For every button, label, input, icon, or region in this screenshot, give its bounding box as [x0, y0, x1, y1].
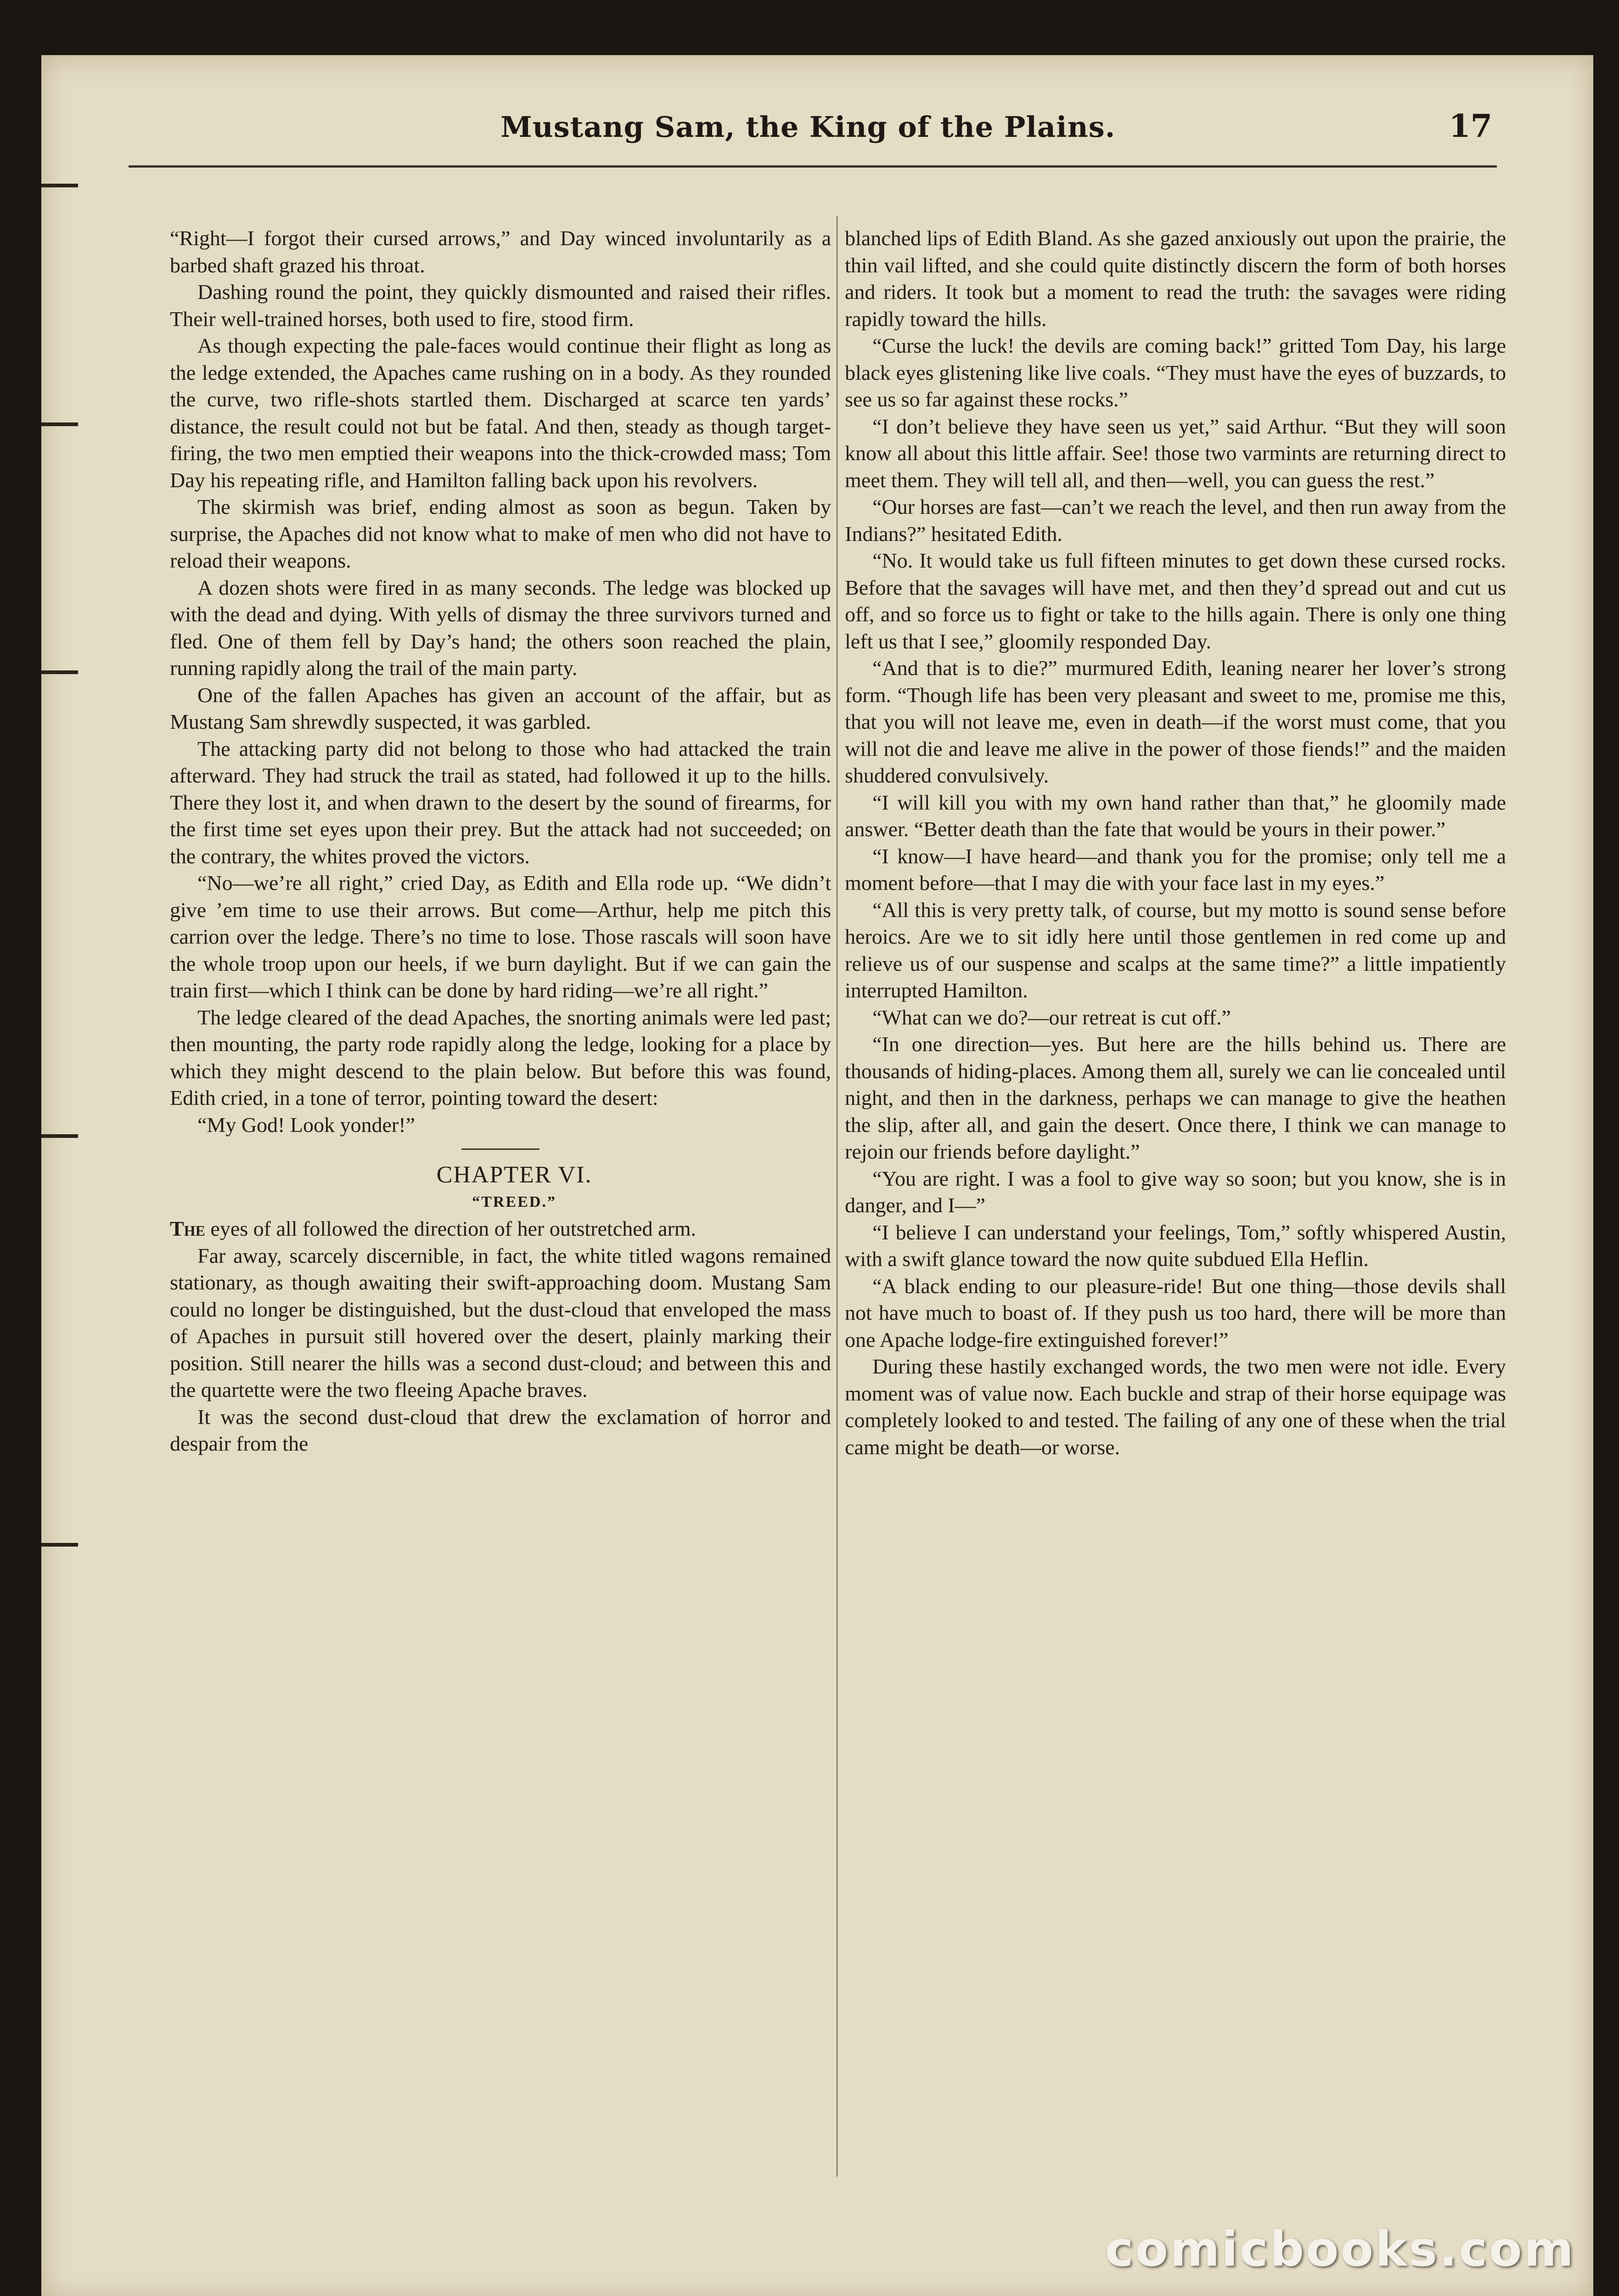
page-number: 17: [1449, 108, 1492, 145]
paragraph: “You are right. I was a fool to give way so soon; but you know, she is in danger, and I—”: [845, 1166, 1506, 1217]
paragraph: “I will kill you with my own hand rather than that,” he gloomily made answer. “Better death than the fate that would be yours in their power.”: [845, 790, 1506, 841]
paragraph: “What can we do?—our retreat is cut off.”: [872, 1005, 1231, 1029]
paragraph: Dashing round the point, they quickly dismounted and raised their rifles. Their well-trained horses, both used to fire, stood firm.: [170, 280, 831, 331]
running-header: [129, 96, 1497, 168]
paragraph: “I know—I have heard—and thank you for the promise; only tell me a moment before—that I may die with your face last in my eyes.”: [845, 844, 1506, 895]
column-divider: [837, 216, 838, 2177]
paragraph: “No—we’re all right,” cried Day, as Edith and Ella rode up. “We didn’t give ’em time to use their arrows. But come—Arthur, help me pitch this carrion over the ledge. There’s no time to lose. Those rascals will soon have the whole troop upon our heels, if we burn daylight. But if we can gain the train first—which I think can be done by hard riding—we’re all right.”: [170, 871, 831, 1002]
binding-mark: [41, 1134, 78, 1138]
paragraph: The skirmish was brief, ending almost as soon as begun. Taken by surprise, the Apaches did not know what to make of men who did not have to reload their weapons.: [170, 495, 831, 572]
binding-mark: [41, 1543, 78, 1547]
binding-mark: [41, 670, 78, 674]
chapter-subtitle: “TREED.”: [472, 1193, 557, 1210]
paragraph: It was the second dust-cloud that drew the exclamation of horror and despair from the: [170, 1405, 831, 1455]
binding-mark: [41, 184, 78, 187]
paragraph-continuation: blanched lips of Edith Bland. As she gazed anxiously out upon the prairie, the thin vail lifted, and she could quite distinctly discern the form of both horses and riders. It took but a moment to read the truth: the savages were riding rapidly toward the hills.: [845, 226, 1506, 331]
paragraph: “And that is to die?” murmured Edith, leaning nearer her lover’s strong form. “Though life has been very pleasant and sweet to me, promise me this, that you will not leave me, even in death—if the worst must come, that you will not die and leave me alive in the power of those fiends!” and the maiden shuddered convulsively.: [845, 656, 1506, 787]
left-column: [170, 225, 831, 1458]
paragraph: During these hastily exchanged words, the two men were not idle. Every moment was of value now. Each buckle and strap of their horse equipage was completely looked to and tested. The failing of any one of these when the trial came might be death—or worse.: [845, 1355, 1506, 1459]
paragraph: “No. It would take us full fifteen minutes to get down these cursed rocks. Before that the savages will have met, and then they’d spread out and cut us off, and so force us to fight or take to the hills again. There is only one thing left us that I see,” gloomily responded Day.: [845, 549, 1506, 653]
chapter-heading: CHAPTER VI.: [436, 1162, 592, 1188]
binding-mark: [41, 422, 78, 426]
paragraph: “Curse the luck! the devils are coming back!” gritted Tom Day, his large black eyes glistening like live coals. “They must have the eyes of buzzards, to see us so far against these rocks.”: [845, 334, 1506, 411]
running-title: Mustang Sam, the King of the Plains.: [500, 110, 1116, 144]
paragraph: “In one direction—yes. But here are the hills behind us. There are thousands of hiding-places. Among them all, surely we can lie concealed until night, and then in the darkness, perhaps we can manage to give the heathen the slip, after all, and gain the desert. Once there, I think we can manage to rejoin our friends before daylight.”: [845, 1032, 1506, 1163]
paragraph: “I don’t believe they have seen us yet,” said Arthur. “But they will soon know all about this little affair. See! those two varmints are returning direct to meet them. They will tell all, and then—well, you can guess the rest.”: [845, 414, 1506, 492]
paragraph: The attacking party did not belong to those who had attacked the train afterward. They had struck the trail as stated, had followed it up to the hills. There they lost it, and when drawn to the desert by the sound of firearms, for the first time set eyes upon their prey. But the attack had not succeeded; on the contrary, the whites proved the victors.: [170, 737, 831, 868]
lead-word: The: [170, 1217, 205, 1240]
paragraph: “Our horses are fast—can’t we reach the level, and then run away from the Indians?” hesitated Edith.: [845, 495, 1506, 546]
paragraph: As though expecting the pale-faces would continue their flight as long as the ledge extended, the Apaches came rushing on in a body. As they rounded the curve, two rifle-shots startled them. Discharged at scarce ten yards’ distance, the result could not but be fatal. And then, steady as though target-firing, the two men emptied their weapons into the thick-crowded mass; Tom Day his repeating rifle, and Hamilton falling back upon his revolvers.: [170, 334, 831, 492]
paragraph: One of the fallen Apaches has given an account of the affair, but as Mustang Sam shrewdly suspected, it was garbled.: [170, 683, 831, 733]
opening-text: eyes of all followed the direction of her outstretched arm.: [205, 1217, 697, 1240]
paragraph: “All this is very pretty talk, of course, but my motto is sound sense before heroics. Are we to sit idly here until those gentlemen in red come up and relieve us of our suspense and scalps at the same time?” a little impatiently interrupted Hamilton.: [845, 898, 1506, 1002]
paragraph: The ledge cleared of the dead Apaches, the snorting animals were led past; then mounting, the party rode rapidly along the ledge, looking for a place by which they might descend to the plain below. But before this was found, Edith cried, in a tone of terror, pointing toward the desert:: [170, 1005, 831, 1109]
paragraph: “My God! Look yonder!”: [197, 1113, 415, 1137]
paragraph: A dozen shots were fired in as many seconds. The ledge was blocked up with the dead and dying. With yells of dismay the three survivors turned and fled. One of them fell by Day’s hand; the others soon reached the plain, running rapidly along the trail of the main party.: [170, 575, 831, 680]
site-watermark: comicbooks.com: [1105, 2221, 1575, 2277]
paragraph: “A black ending to our pleasure-ride! But one thing—those devils shall not have much to boast of. If they push us too hard, there will be more than one Apache lodge-fire extinguished forever!”: [845, 1274, 1506, 1351]
paragraph: “Right—I forgot their cursed arrows,” and Day winced involuntarily as a barbed shaft grazed his throat.: [170, 226, 831, 277]
paragraph: Far away, scarcely discernible, in fact, the white titled wagons remained stationary, as though awaiting their swift-approaching doom. Mustang Sam could no longer be distinguished, but the dust-cloud that enveloped the mass of Apaches in pursuit still hovered over the desert, plainly marking their position. Still nearer the hills was a second dust-cloud; and between this and the quartette were the two fleeing Apache braves.: [170, 1244, 831, 1401]
chapter-opening-paragraph: [170, 1216, 831, 1243]
right-column: [845, 225, 1506, 1461]
section-rule: [461, 1148, 540, 1150]
paragraph: “I believe I can understand your feelings, Tom,” softly whispered Austin, with a swift glance toward the now quite subdued Ella Heflin.: [845, 1220, 1506, 1271]
